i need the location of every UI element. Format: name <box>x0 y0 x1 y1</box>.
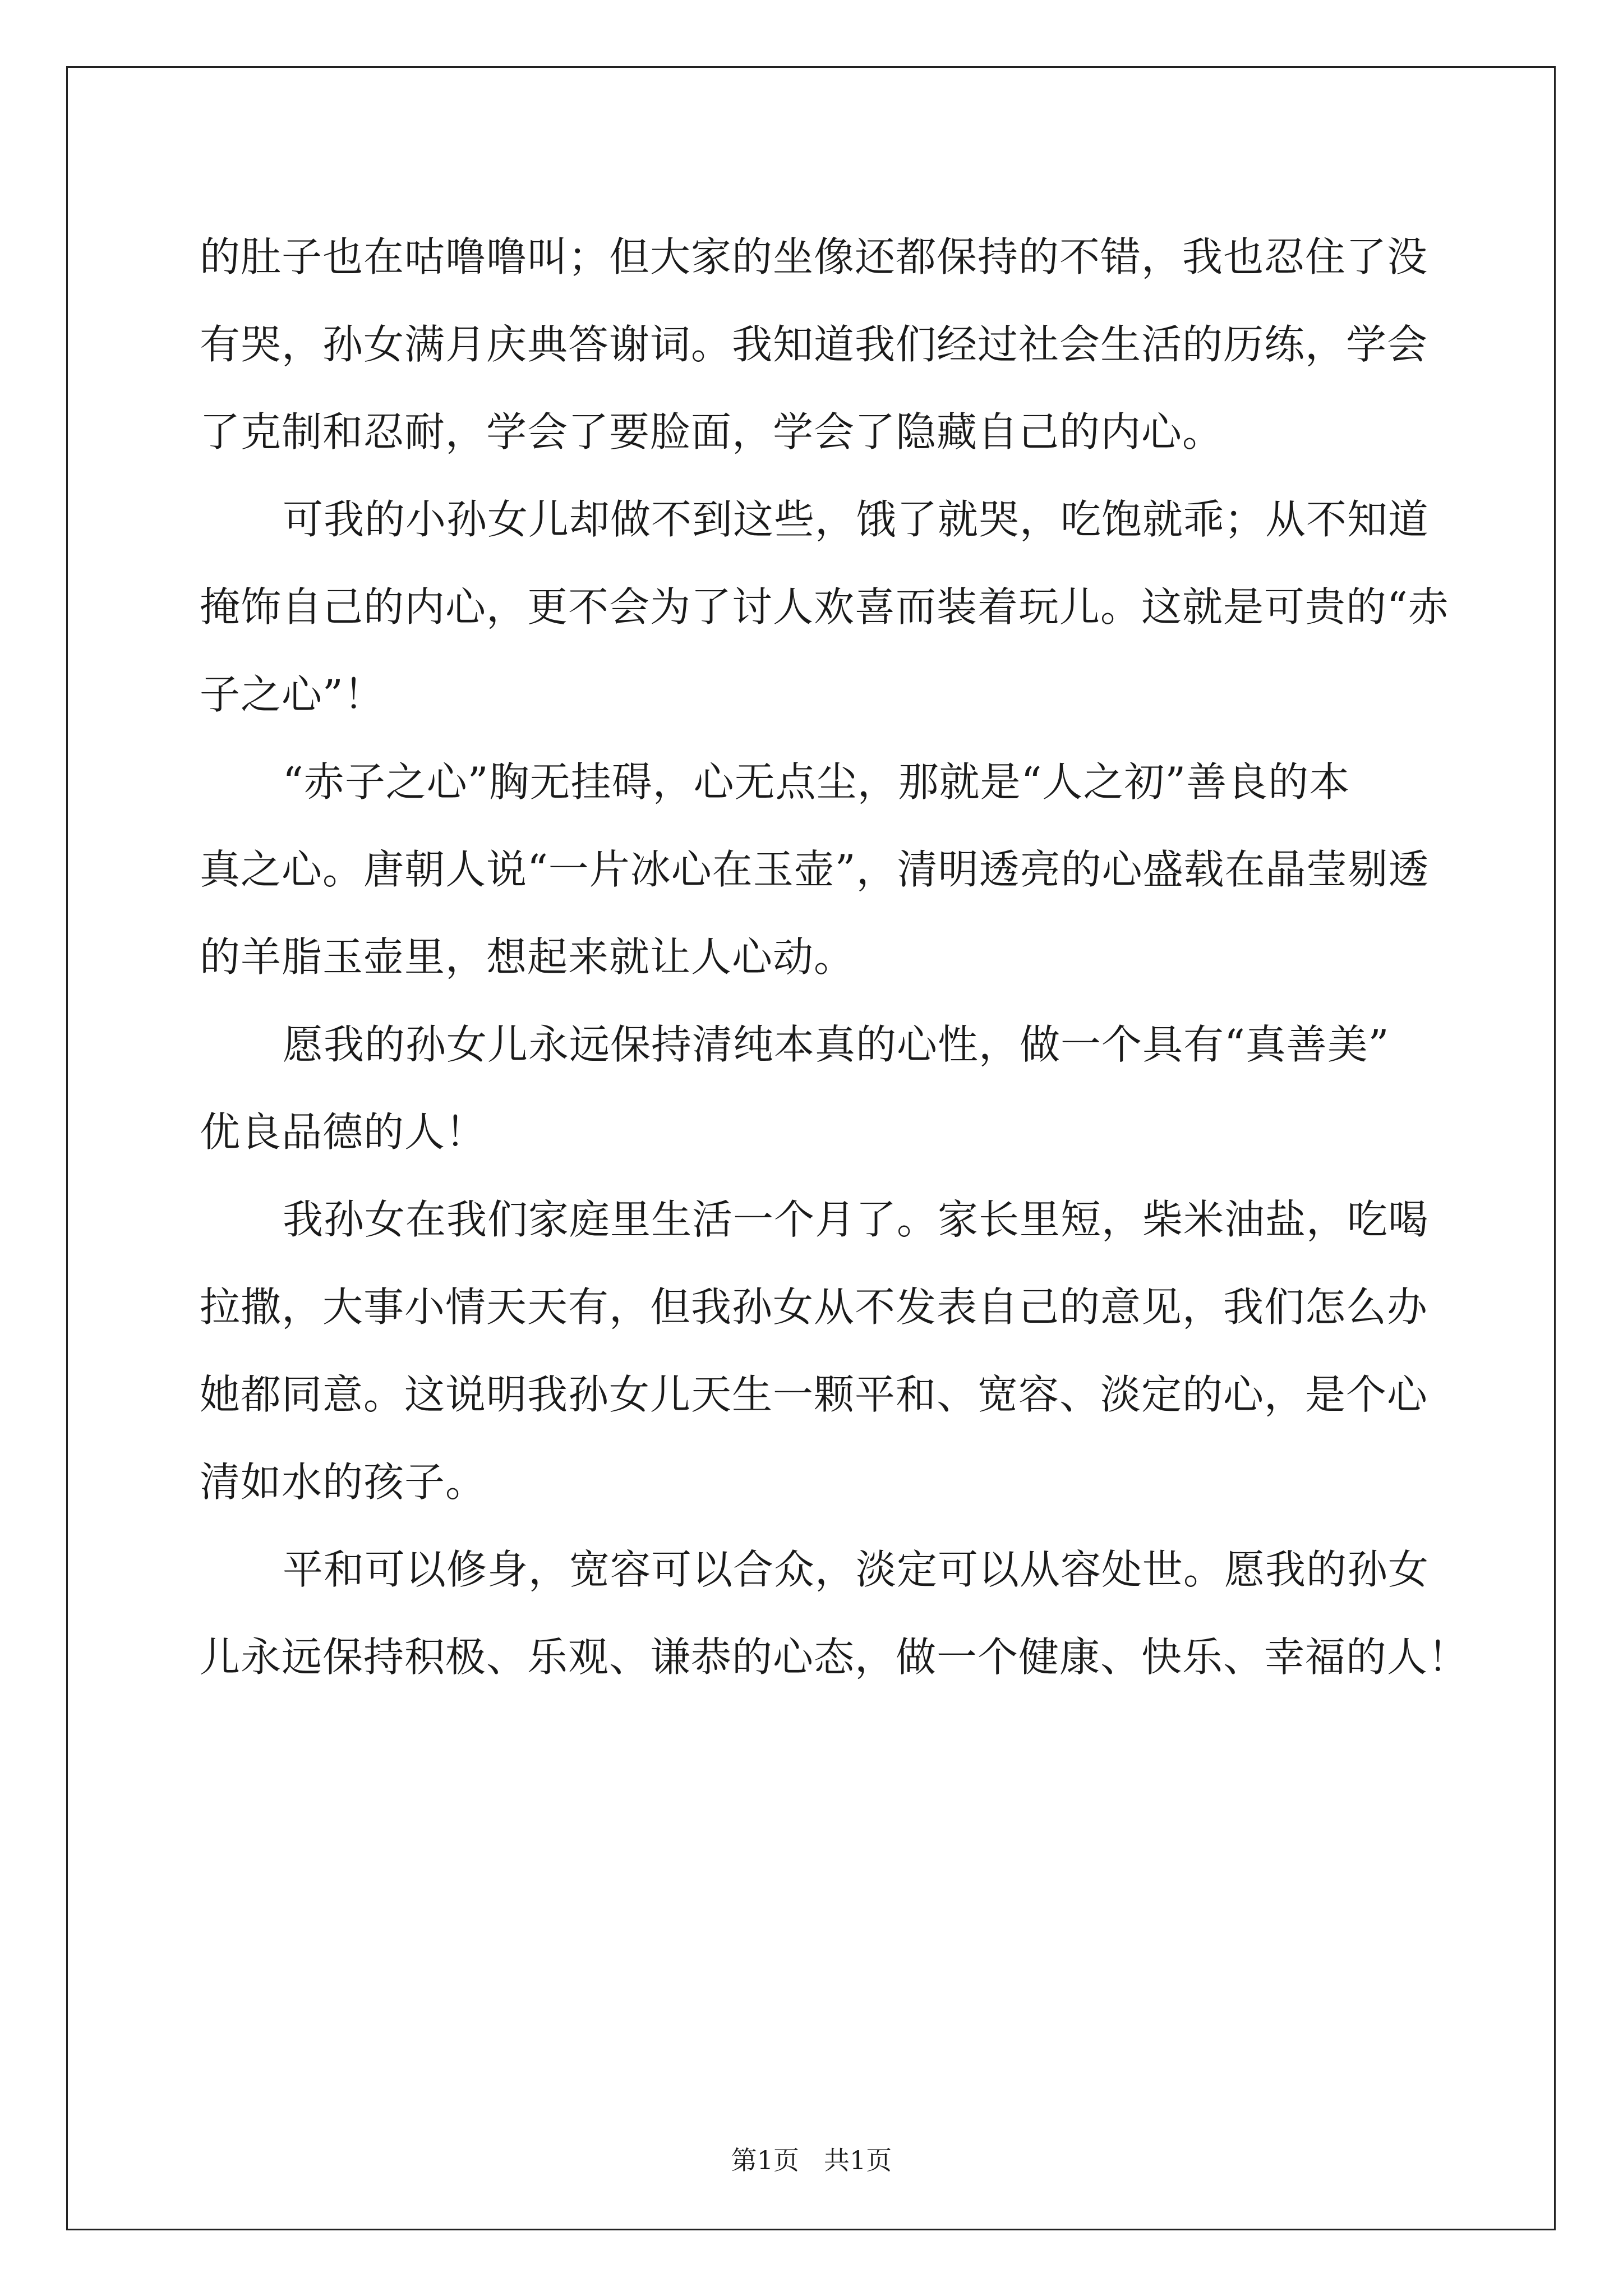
text-line: 优良品德的人！ <box>200 1108 487 1156</box>
text-line: 清如水的孩子。 <box>200 1458 487 1506</box>
text-line: 可我的小孙女儿却做不到这些，饿了就哭，吃饱就乖；从不知道 <box>283 496 1430 543</box>
page-number-total: 共1页 <box>824 2145 892 2175</box>
text-line: 的肚子也在咕噜噜叫；但大家的坐像还都保持的不错，我也忍住了没 <box>200 233 1428 280</box>
text-line: 有哭，孙女满月庆典答谢词。我知道我们经过社会生活的历练，学会 <box>200 321 1428 368</box>
text-line: 子之心”！ <box>200 671 385 718</box>
text-line: 平和可以修身，宽容可以合众，淡定可以从容处世。愿我的孙女 <box>283 1546 1430 1593</box>
paragraph-1 <box>200 213 1433 476</box>
document-body <box>200 213 1469 1701</box>
text-line: 儿永远保持积极、乐观、谦恭的心态，做一个健康、快乐、幸福的人！ <box>200 1634 1469 1681</box>
paragraph-5 <box>200 1176 1433 1526</box>
text-line: 她都同意。这说明我孙女儿天生一颗平和、宽容、淡定的心，是个心 <box>200 1371 1428 1418</box>
text-line: 愿我的孙女儿永远保持清纯本真的心性，做一个具有“真善美” <box>283 1021 1390 1068</box>
text-line: 了克制和忍耐，学会了要脸面，学会了隐藏自己的内心。 <box>200 408 1224 455</box>
page-number-current: 第1页 <box>731 2145 799 2175</box>
text-line: 我孙女在我们家庭里生活一个月了。家长里短，柴米油盐，吃喝 <box>283 1196 1430 1243</box>
paragraph-2 <box>200 476 1449 738</box>
text-line: “赤子之心”胸无挂碍，心无点尘，那就是“人之初”善良的本 <box>283 758 1350 806</box>
paragraph-3 <box>200 738 1433 1001</box>
page-footer <box>0 2140 1623 2177</box>
text-line: 拉撒，大事小情天天有，但我孙女从不发表自己的意见，我们怎么办 <box>200 1283 1428 1331</box>
paragraph-4 <box>200 1001 1433 1176</box>
paragraph-6 <box>200 1526 1469 1701</box>
text-line: 掩饰自己的内心，更不会为了讨人欢喜而装着玩儿。这就是可贵的“赤 <box>200 583 1449 631</box>
text-line: 的羊脂玉壶里，想起来就让人心动。 <box>200 933 855 981</box>
text-line: 真之心。唐朝人说“一片冰心在玉壶”，清明透亮的心盛载在晶莹剔透 <box>200 846 1430 893</box>
